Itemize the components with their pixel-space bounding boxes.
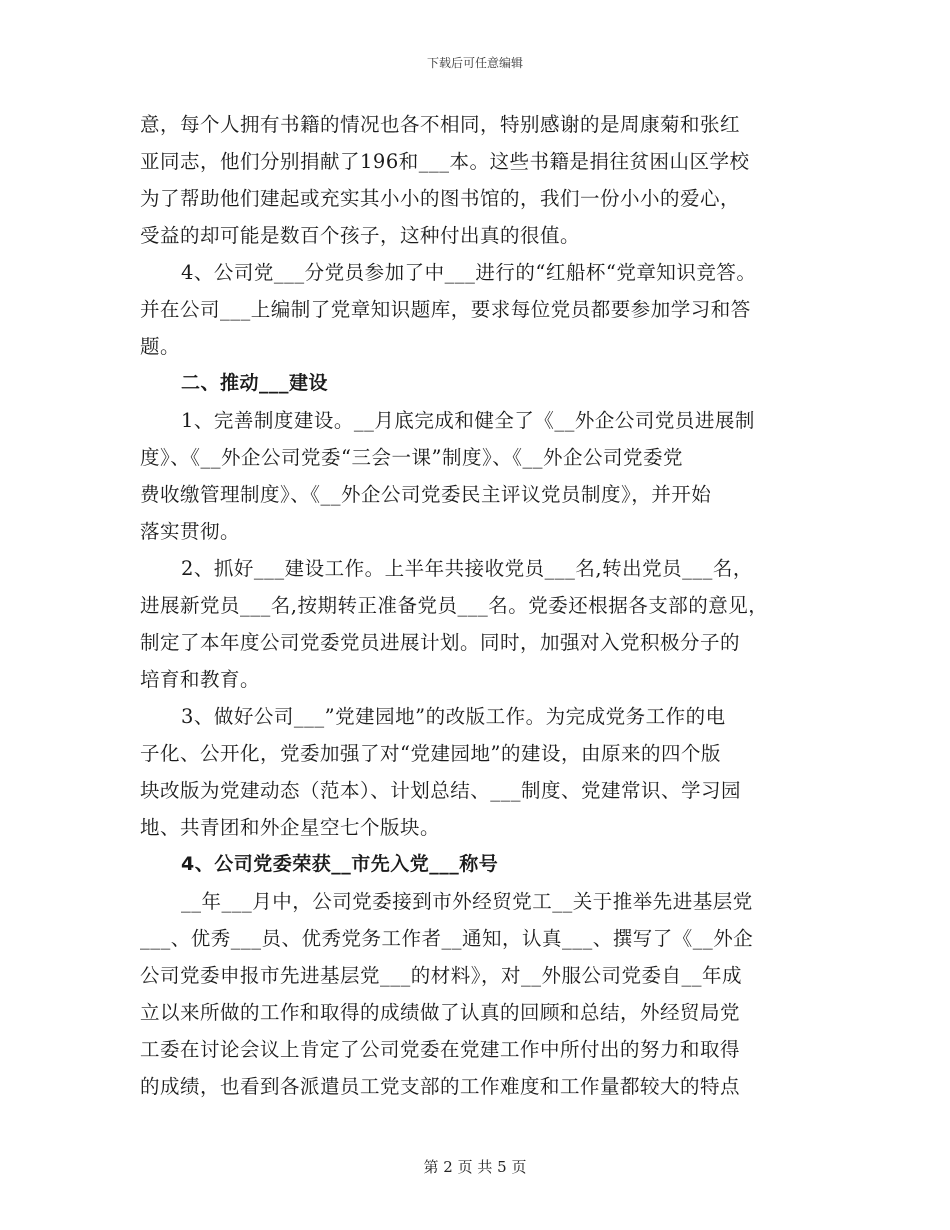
body-line: __年___月中，公司党委接到市外经贸党工__关于推举先进基层党 <box>181 890 753 913</box>
body-line: 2、抓好___建设工作。上半年共接收党员___名,转出党员___名， <box>181 557 753 580</box>
body-line: 度》、《__外企公司党委“三会一课”制度》、《__外企公司党委党 <box>140 446 683 469</box>
body-line: 制定了本年度公司党委党员进展计划。同时，加强对入党积极分子的 <box>140 631 741 654</box>
body-line: 的成绩，也看到各派遣员工党支部的工作难度和工作量都较大的特点 <box>140 1075 741 1098</box>
body-line: 公司党委申报市先进基层党___的材料》，对__外服公司党委自__年成 <box>140 964 743 987</box>
body-line: 题。 <box>140 335 181 358</box>
body-line: 培育和教育。 <box>140 668 261 691</box>
body-line: 地、共青团和外企星空七个版块。 <box>140 816 441 839</box>
body-line: 受益的却可能是数百个孩子，这种付出真的很值。 <box>140 224 581 247</box>
body-line: 费收缴管理制度》、《__外企公司党委民主评议党员制度》，并开始 <box>140 483 712 506</box>
body-line: 3、做好公司___”党建园地”的改版工作。为完成党务工作的电 <box>181 705 726 728</box>
section-heading: 二、推动___建设 <box>181 372 329 394</box>
page-header: 下载后可任意编辑 <box>426 56 523 70</box>
body-line: 块改版为党建动态（范本）、计划总结、___制度、党建常识、学习园 <box>140 779 742 802</box>
section-heading: 4、公司党委荣获__市先入党___称号 <box>181 853 499 875</box>
body-line: 亚同志，他们分别捐献了196和___本。这些书籍是捐往贫困山区学校 <box>140 150 750 173</box>
body-line: 并在公司___上编制了党章知识题库，要求每位党员都要参加学习和答 <box>140 298 751 321</box>
document-body <box>140 106 812 1105</box>
page-footer: 第 2 页 共 5 页 <box>423 1158 527 1176</box>
body-line: ___、优秀___员、优秀党务工作者__通知，认真___、撰写了《__外企 <box>140 927 754 950</box>
body-line: 进展新党员___名,按期转正准备党员___名。党委还根据各支部的意见， <box>140 594 769 617</box>
body-line: 落实贯彻。 <box>140 520 241 543</box>
body-line: 为了帮助他们建起或充实其小小的图书馆的，我们一份小小的爱心， <box>140 187 741 210</box>
body-line: 子化、公开化，党委加强了对“党建园地”的建设，由原来的四个版 <box>140 742 721 765</box>
body-line: 工委在讨论会议上肯定了公司党委在党建工作中所付出的努力和取得 <box>140 1038 741 1061</box>
body-line: 立以来所做的工作和取得的成绩做了认真的回顾和总结，外经贸局党 <box>140 1001 741 1024</box>
body-line: 4、公司党___分党员参加了中___进行的“红船杯“党章知识竞答。 <box>181 261 757 284</box>
body-line: 1、完善制度建设。__月底完成和健全了《__外企公司党员进展制 <box>181 409 755 432</box>
body-line: 意，每个人拥有书籍的情况也各不相同，特别感谢的是周康菊和张红 <box>140 113 741 136</box>
